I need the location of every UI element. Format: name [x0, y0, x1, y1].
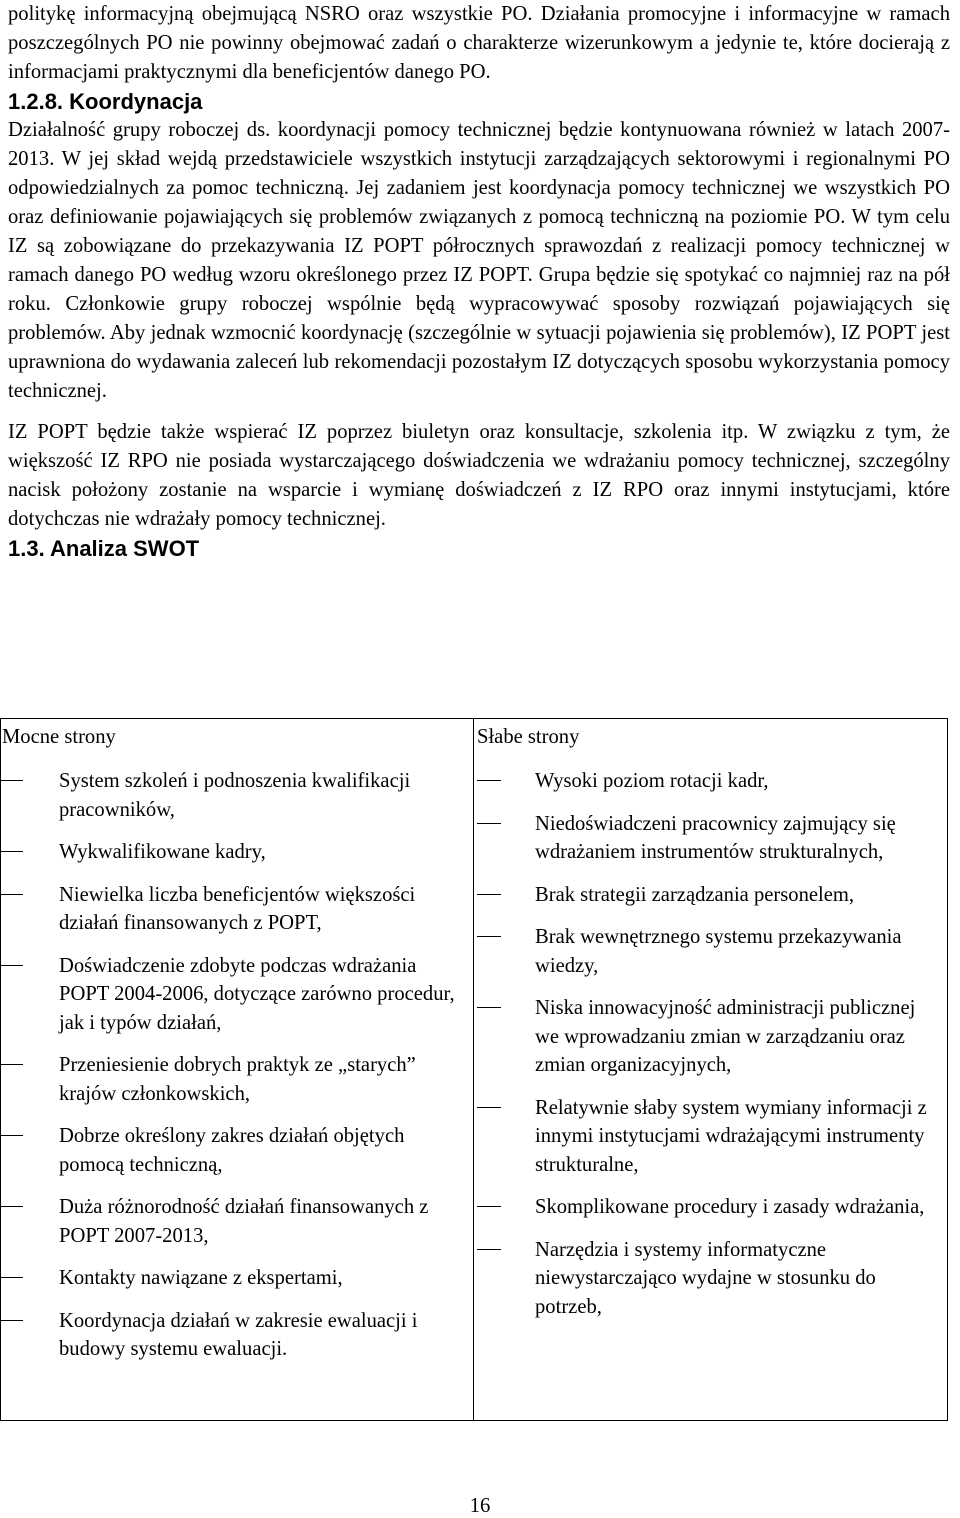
list-item [474, 994, 947, 1080]
dash-bullet-icon [0, 894, 23, 895]
list-item-text: Narzędzia i systemy informatyczne niewystarczająco wydajne w stosunku do potrzeb, [535, 1238, 876, 1318]
koordynacja-paragraph-2: IZ POPT będzie także wspierać IZ poprzez biuletyn oraz konsultacje, szkolenia itp. W związku z tym, że większość IZ RPO nie posiada wystarczającego doświadczenia we wdrażaniu pomocy technicznej, szczególny nacisk położony zostanie na wsparcie i wymianę doświadczeń z IZ RPO oraz innymi instytucjami, które dotychczas nie wdrażały pomocy technicznej. [8, 421, 950, 530]
list-item-text: System szkoleń i podnoszenia kwalifikacji pracowników, [59, 770, 411, 821]
list-item [1, 1193, 473, 1250]
list-item [474, 1094, 947, 1180]
list-item-text: Skomplikowane procedury i zasady wdrażania, [535, 1196, 925, 1218]
list-item-text: Niska innowacyjność administracji publicznej we wprowadzaniu zmian w zarządzaniu oraz zmian organizacyjnych, [535, 997, 916, 1076]
list-item [474, 923, 947, 980]
intro-paragraph: politykę informacyjną obejmującą NSRO oraz wszystkie PO. Działania promocyjne i informacyjne w ramach poszczególnych PO nie powinny obejmować zadań o charakterze wizerunkowym a jedynie te, które docierają z informacjami praktycznymi dla beneficjentów danego PO. [8, 3, 950, 83]
dash-bullet-icon [477, 780, 501, 781]
document-page [8, 0, 950, 563]
list-item [474, 1193, 947, 1222]
dash-bullet-icon [477, 1206, 501, 1207]
list-item [1, 1122, 473, 1179]
list-item-text: Wykwalifikowane kadry, [59, 841, 266, 863]
dash-bullet-icon [477, 894, 501, 895]
list-item-text: Doświadczenie zdobyte podczas wdrażania POPT 2004-2006, dotyczące zarówno procedur, jak i typów działań, [59, 954, 455, 1034]
dash-bullet-icon [0, 780, 23, 781]
dash-bullet-icon [477, 823, 501, 824]
dash-bullet-icon [0, 965, 23, 966]
dash-bullet-icon [477, 936, 501, 937]
dash-bullet-icon [0, 851, 23, 852]
dash-bullet-icon [0, 1320, 23, 1321]
swot-table [0, 718, 948, 1421]
list-item-text: Koordynacja działań w zakresie ewaluacji i budowy systemu ewaluacji. [59, 1309, 418, 1360]
dash-bullet-icon [0, 1206, 23, 1207]
dash-bullet-icon [0, 1135, 23, 1136]
dash-bullet-icon [477, 1249, 501, 1250]
list-item [474, 810, 947, 867]
section-heading-swot: 1.3. Analiza SWOT [8, 536, 200, 561]
dash-bullet-icon [477, 1007, 501, 1008]
weaknesses-column [474, 719, 947, 1420]
weaknesses-header: Słabe strony [477, 726, 580, 748]
strengths-column [1, 719, 474, 1420]
list-item [1, 1264, 473, 1293]
list-item [1, 1051, 473, 1108]
dash-bullet-icon [477, 1107, 501, 1108]
koordynacja-paragraph-1: Działalność grupy roboczej ds. koordynacji pomocy technicznej będzie kontynuowana również w latach 2007-2013. W jej skład wejdą przedstawiciele wszystkich instytucji zarządzających sektorowymi i regionalnymi PO odpowiedzialnych za pomoc techniczną. Jej zadaniem jest koordynacja pomocy technicznej we wszystkich PO oraz definiowanie pojawiających się problemów związanych z pomocą techniczną na poziomie PO. W tym celu IZ są zobowiązane do przekazywania IZ POPT półrocznych sprawozdań z realizacji pomocy technicznej w ramach danego PO według wzoru określonego przez IZ POPT. Grupa będzie się spotykać co najmniej raz na pół roku. Członkowie grupy roboczej wspólnie będą wypracowywać sposoby rozwiązań pojawiających się problemów. Aby jednak wzmocnić koordynację (szczególnie w sytuacji pojawienia się problemów), IZ POPT jest uprawniona do wydawania zaleceń lub rekomendacji pozostałym IZ dotyczących sposobu wykorzystania pomocy technicznej. [8, 119, 950, 402]
list-item-text: Niedoświadczeni pracownicy zajmujący się wdrażaniem instrumentów strukturalnych, [535, 812, 896, 863]
dash-bullet-icon [0, 1277, 23, 1278]
list-item [1, 1307, 473, 1364]
list-item [474, 1236, 947, 1322]
strengths-header: Mocne strony [2, 726, 116, 748]
list-item [1, 767, 473, 824]
list-item-text: Dobrze określony zakres działań objętych pomocą techniczną, [59, 1125, 405, 1176]
list-item-text: Kontakty nawiązane z ekspertami, [59, 1267, 343, 1289]
list-item [474, 881, 947, 910]
list-item-text: Duża różnorodność działań finansowanych z POPT 2007-2013, [59, 1196, 429, 1247]
list-item-text: Niewielka liczba beneficjentów większości działań finansowanych z POPT, [59, 883, 416, 934]
list-item [1, 952, 473, 1038]
list-item-text: Relatywnie słaby system wymiany informacji z innymi instytucjami wdrażającymi instrumenty strukturalne, [535, 1096, 927, 1176]
list-item [1, 881, 473, 938]
list-item-text: Brak strategii zarządzania personelem, [535, 883, 855, 906]
section-heading-koordynacja: 1.2.8. Koordynacja [8, 89, 203, 114]
weaknesses-list [474, 767, 947, 1321]
list-item-text: Przeniesienie dobrych praktyk ze „starych” krajów członkowskich, [59, 1054, 416, 1105]
page-number: 16 [469, 1495, 491, 1517]
list-item-text: Wysoki poziom rotacji kadr, [535, 770, 769, 792]
strengths-list [1, 767, 473, 1364]
list-item [1, 838, 473, 867]
dash-bullet-icon [0, 1064, 23, 1065]
list-item [474, 767, 947, 796]
list-item-text: Brak wewnętrznego systemu przekazywania wiedzy, [535, 926, 902, 977]
